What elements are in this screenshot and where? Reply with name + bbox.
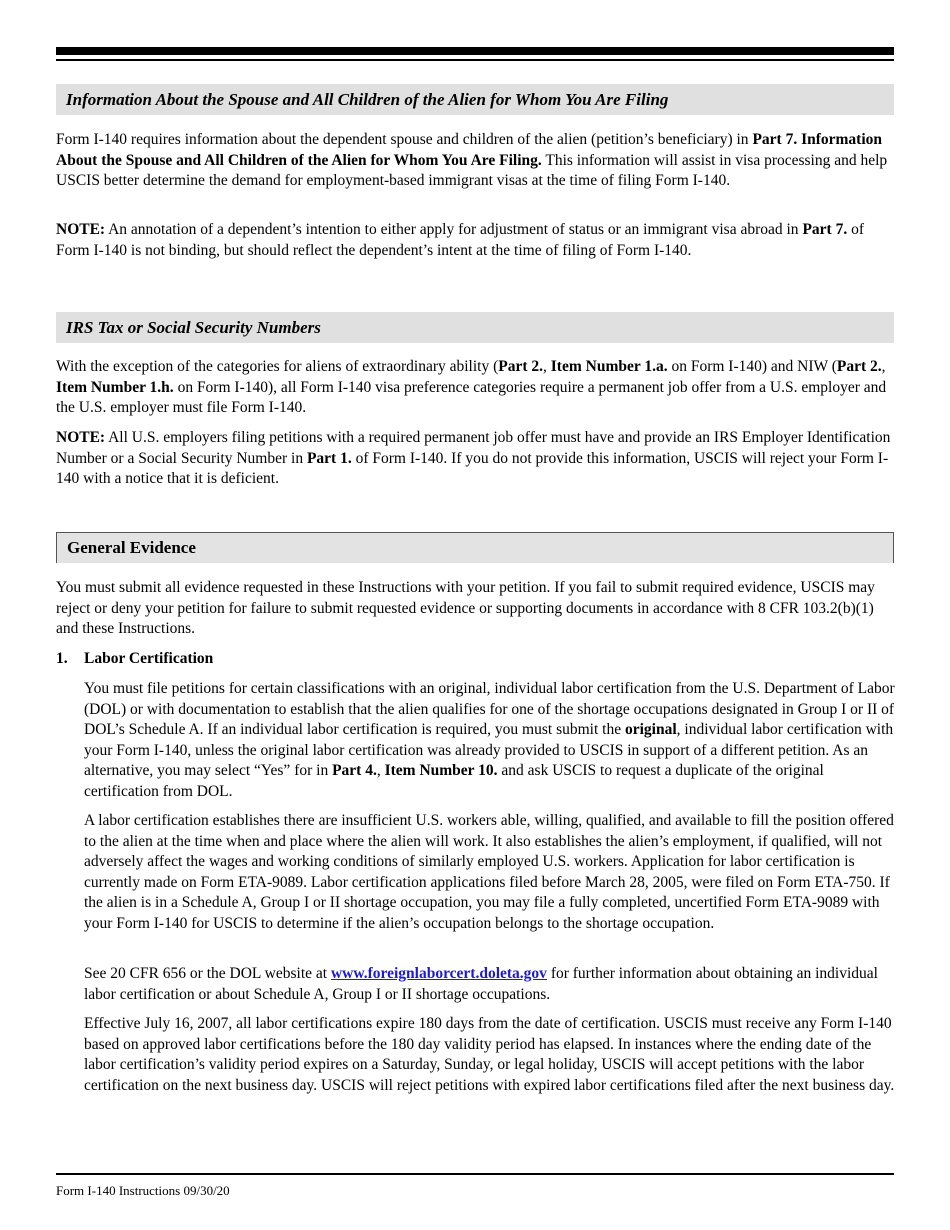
item-number: 1. — [56, 650, 68, 667]
section-header-general-evidence — [56, 532, 894, 563]
bold-reference: Part 2. — [836, 358, 882, 375]
text-run: You must file petitions for certain classifications with an original, individual labor certification from the U.S. Department of Labor (DOL) or with documentation to establish that the alien qualifies for one of the shortage occupations designated in Group I or II of DOL’s Schedule A. If an individual labor certification is required, you must submit the — [84, 680, 895, 738]
top-rule-thick — [56, 47, 894, 55]
text-run: All U.S. employers filing petitions with a required permanent job offer must have and provide an IRS Employer Identification Number or a Social Security Number in — [56, 429, 891, 467]
section-header-irs-ssn — [56, 312, 894, 343]
bold-reference: Part 2. — [498, 358, 544, 375]
bold-reference: Item Number 1.a. — [550, 358, 668, 375]
paragraph-general-intro: You must submit all evidence requested in these Instructions with your petition. If you fail to submit required evidence, USCIS may reject or deny your petition for failure to submit requested evidence or supporting documents in accordance with 8 CFR 103.2(b)(1) and these Instructions. — [56, 579, 875, 637]
text-run: , individual labor certification with your Form I-140, unless the original labor certification was already provided to USCIS in support of a different petition. As an alternative, you may select “Yes” for in — [84, 721, 894, 779]
paragraph-labor-cert-4: Effective July 16, 2007, all labor certifications expire 180 days from the date of certification. USCIS must receive any Form I-140 based on approved labor certifications before the 180 day validity period has elapsed. In instances where the ending date of the labor certification’s validity period expires on a Saturday, Sunday, or legal holiday, USCIS will accept petitions with the labor certification on the next business day. USCIS will reject petitions with expired labor certifications filed after the next business day. — [84, 1015, 895, 1094]
note-irs — [56, 428, 894, 490]
bold-reference: Part 7. — [802, 221, 848, 238]
text-run: , — [881, 358, 886, 375]
note-label: NOTE: — [56, 429, 106, 446]
text-run: on Form I-140), all Form I-140 visa preference categories require a permanent job offer from a U.S. employer and the U.S. employer must file Form I-140. — [56, 378, 887, 416]
paragraph-labor-cert-3 — [84, 964, 896, 1005]
bold-reference: Item Number 10. — [384, 762, 498, 779]
text-run: See 20 CFR 656 or the DOL website at — [84, 965, 331, 982]
text-run: An annotation of a dependent’s intention to either apply for adjustment of status or an immigrant visa abroad in — [105, 221, 803, 238]
text-run: of Form I-140 is not binding, but should reflect the dependent’s intent at the time of filing of Form I-140. — [56, 221, 864, 259]
note-label: NOTE: — [56, 221, 106, 238]
text-run: for further information about obtaining an individual labor certification or about Schedule A, Group I or II shortage occupations. — [84, 965, 878, 1003]
section-header-spouse-children — [56, 84, 894, 115]
text-run: , — [376, 762, 385, 779]
bold-reference: Part 4. — [332, 762, 377, 779]
paragraph-spouse-intro — [56, 130, 894, 192]
section-title: Information About the Spouse and All Children of the Alien for Whom You Are Filing — [66, 89, 669, 109]
section-title: IRS Tax or Social Security Numbers — [66, 317, 321, 337]
text-run: With the exception of the categories for aliens of extraordinary ability ( — [56, 358, 499, 375]
footer-rule — [56, 1173, 894, 1175]
paragraph-labor-cert-2: A labor certification establishes there are insufficient U.S. workers able, willing, qualified, and available to fill the position offered to the alien at the time when and place where the alien will work. It also establishes the alien’s employment, if qualified, will not adversely affect the wages and working conditions of similarly employed U.S. workers. Application for labor certification is currently made on Form ETA-9089. Labor certification applications filed before March 28, 2005, were filed on Form ETA-750. If the alien is in a Schedule A, Group I or II shortage occupation, you may file a fully completed, uncertified Form ETA-9089 with your Form I-140 for USCIS to determine if the alien’s occupation belongs to the shortage occupation. — [84, 812, 894, 932]
paragraph-irs-intro — [56, 357, 894, 419]
bold-term: original — [624, 721, 677, 738]
dol-website-link[interactable]: www.foreignlaborcert.doleta.gov — [330, 965, 547, 982]
text-run: This information will assist in visa processing and help USCIS better determine the demand for employment-based immigrant visas at the time of filing Form I-140. — [56, 151, 888, 189]
text-run: and ask USCIS to request a duplicate of the original certification from DOL. — [84, 762, 824, 800]
text-run: , — [543, 358, 551, 375]
paragraph-labor-cert-1 — [84, 679, 896, 802]
text-run: Form I-140 requires information about the dependent spouse and children of the alien (petition’s beneficiary) in — [56, 131, 753, 148]
bold-reference: Part 1. — [306, 449, 352, 467]
bold-reference: Part 7. Information About the Spouse and All Children of the Alien for Whom You Are Filing. — [56, 131, 883, 169]
section-title: General Evidence — [67, 538, 196, 557]
footer-form-id: Form I-140 Instructions 09/30/20 — [56, 1183, 230, 1198]
text-run: on Form I-140) and NIW ( — [667, 358, 837, 375]
item-title: Labor Certification — [84, 650, 214, 667]
text-run: of Form I-140. If you do not provide this information, USCIS will reject your Form I-140 with a notice that it is deficient. — [56, 449, 889, 487]
bold-reference: Item Number 1.h. — [56, 378, 174, 396]
top-rule-thin — [56, 59, 894, 61]
note-spouse — [56, 220, 894, 261]
item-heading-labor-certification — [56, 649, 213, 669]
